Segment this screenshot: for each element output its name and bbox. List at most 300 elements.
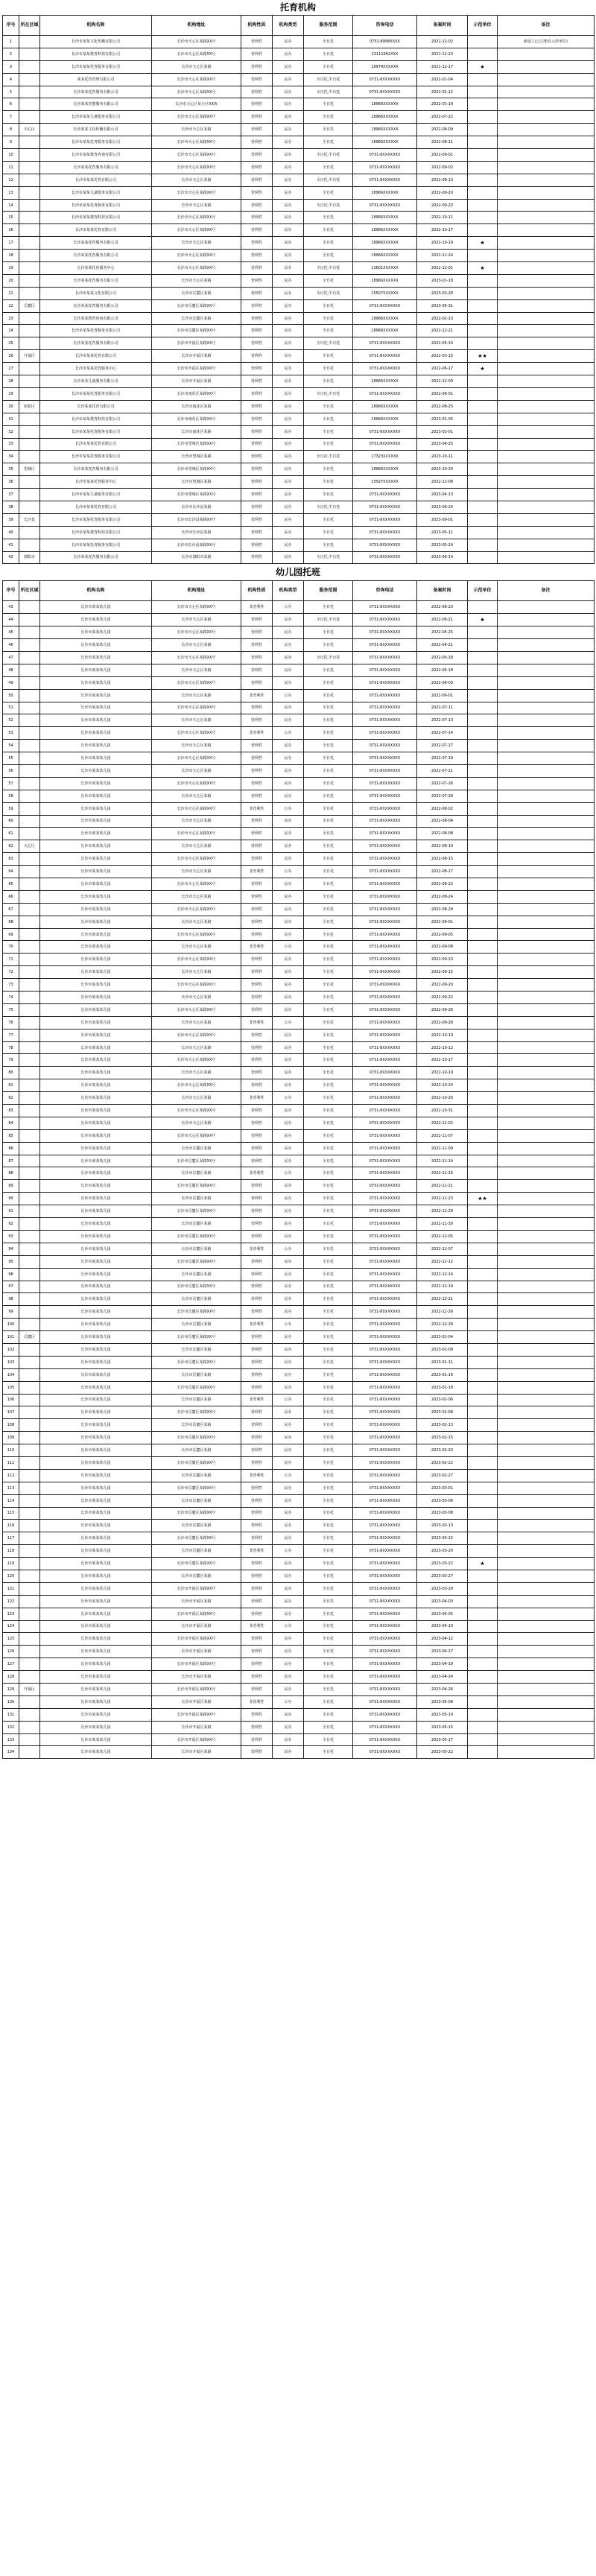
col-date: 2022-11-23 (417, 1193, 468, 1205)
col-address: 长沙市岳麓区某路 (152, 1142, 241, 1155)
col-nature: 营利性 (241, 1117, 273, 1129)
col-date: 2022-06-23 (417, 601, 468, 614)
col-nature: 营利性 (241, 878, 273, 891)
col-phone: 0731-8XXXXXXX (353, 1558, 417, 1570)
col-note (498, 1608, 595, 1620)
col-name: 长沙市某某托育服务中心 (40, 476, 152, 489)
col-demo (468, 1155, 498, 1167)
col-phone: 0731-8XXXXXXX (353, 438, 417, 451)
col-index: 54 (3, 740, 19, 752)
col-phone: 0731-8XXXXXXX (353, 916, 417, 928)
col-address: 长沙市望城区某路XX号 (152, 438, 241, 451)
col-name: 长沙市某某儿童服务有限公司 (40, 489, 152, 501)
col-type: 公办 (273, 866, 304, 878)
col-service: 全日托 (304, 1180, 353, 1193)
col-note (498, 501, 595, 513)
col-nature: 营利性 (241, 1255, 273, 1268)
col-demo (468, 1708, 498, 1721)
col-demo (468, 124, 498, 136)
col-index: 99 (3, 1306, 19, 1319)
col-type: 民办 (273, 287, 304, 299)
col-service: 全日托 (304, 1016, 353, 1029)
col-phone: 0731-8XXXXXXX (353, 1733, 417, 1746)
col-district (19, 161, 40, 174)
col-date: 2022-11-21 (417, 1180, 468, 1193)
col-service: 全日托 (304, 1105, 353, 1117)
col-index: 90 (3, 1193, 19, 1205)
col-nature: 营利性 (241, 149, 273, 162)
col-note (498, 350, 595, 363)
col-district (19, 790, 40, 802)
col-service: 全日托 (304, 1155, 353, 1167)
table-row (3, 790, 595, 802)
col-demo (468, 174, 498, 186)
col-service: 全日托 (304, 98, 353, 111)
col-district (19, 274, 40, 287)
col-note (498, 413, 595, 425)
col-date: 2023-05-17 (417, 1733, 468, 1746)
col-district (19, 1419, 40, 1432)
col-note (498, 1268, 595, 1281)
col-note (498, 764, 595, 777)
col-district (19, 1595, 40, 1608)
col-address: 长沙市天心区某路 (152, 1041, 241, 1054)
col-nature: 营利性 (241, 476, 273, 489)
col-note (498, 1281, 595, 1293)
col-phone: 0731-8XXXXXXX (353, 890, 417, 903)
col-district: 天心区 (19, 840, 40, 853)
col-phone: 0731-8XXXXXXX (353, 941, 417, 954)
col-note (498, 1432, 595, 1444)
col-note (498, 601, 595, 614)
col-date: 2022-08-15 (417, 853, 468, 866)
col-note (498, 890, 595, 903)
col-service: 全日托 (304, 1671, 353, 1684)
col-nature: 营利性 (241, 1268, 273, 1281)
col-district (19, 1368, 40, 1381)
col-district (19, 1319, 40, 1331)
col-demo (468, 149, 498, 162)
col-note (498, 1406, 595, 1419)
col-address: 长沙市岳麓区某路 (152, 1545, 241, 1558)
table-row (3, 664, 595, 676)
col-demo (468, 1733, 498, 1746)
col-district (19, 651, 40, 664)
col-note (498, 111, 595, 124)
table-row (3, 764, 595, 777)
col-nature: 营利性 (241, 1684, 273, 1696)
col-phone: 0731-8XXXXXXX (353, 1368, 417, 1381)
col-district (19, 1658, 40, 1671)
col-date: 2022-05-18 (417, 664, 468, 676)
col-nature: 营利性 (241, 1067, 273, 1079)
col-district (19, 387, 40, 400)
col-nature: 营利性 (241, 375, 273, 388)
col-nature: 营利性 (241, 790, 273, 802)
col-date: 2022-06-01 (417, 689, 468, 702)
col-index: 27 (3, 363, 19, 375)
col-index: 64 (3, 866, 19, 878)
col-service: 全日托 (304, 916, 353, 928)
col-nature: 营利性 (241, 1218, 273, 1231)
col-index: 33 (3, 438, 19, 451)
col-nature: 营利性 (241, 1595, 273, 1608)
col-address: 长沙市天心区某路 (152, 890, 241, 903)
col-name: 长沙市某某幼儿园 (40, 1658, 152, 1671)
col-service: 全日托 (304, 1003, 353, 1016)
col-demo (468, 1494, 498, 1507)
col-nature: 营利性 (241, 966, 273, 979)
col-name: 长沙市某某幼儿园 (40, 1558, 152, 1570)
col-nature: 营利性 (241, 73, 273, 86)
col-date: 2023-02-15 (417, 1432, 468, 1444)
col-district (19, 526, 40, 539)
col-name: 长沙某某托育服务有限公司 (40, 551, 152, 564)
col-type: 民办 (273, 840, 304, 853)
col-district (19, 1570, 40, 1582)
col-type: 民办 (273, 1293, 304, 1306)
col-district (19, 337, 40, 350)
col-nature: 营利性 (241, 199, 273, 212)
col-district: 望城区 (19, 463, 40, 476)
col-note (498, 1494, 595, 1507)
col-name: 某某托育管理有限公司 (40, 73, 152, 86)
col-phone: 17323XXXXXX (353, 451, 417, 463)
col-phone: 0731-8XXXXXXX (353, 1456, 417, 1469)
col-date: 2022-06-17 (417, 363, 468, 375)
table-row (3, 350, 595, 363)
col-note (498, 1721, 595, 1733)
col-note (498, 815, 595, 828)
header-col-demo: 示范单位 (468, 16, 498, 36)
col-type: 民办 (273, 463, 304, 476)
col-date: 2023-04-13 (417, 489, 468, 501)
col-name: 长沙市某某幼儿园 (40, 1494, 152, 1507)
col-date: 2022-09-20 (417, 979, 468, 992)
table-row (3, 1331, 595, 1344)
table-row (3, 1582, 595, 1595)
col-name: 长沙市某某幼儿园 (40, 1142, 152, 1155)
col-type: 公办 (273, 1092, 304, 1105)
col-phone: 0731-8XXXXXXX (353, 966, 417, 979)
col-nature: 营利性 (241, 363, 273, 375)
col-type: 民办 (273, 1281, 304, 1293)
col-address: 长沙市天心区某路XX号 (152, 1129, 241, 1142)
col-date: 2023-04-12 (417, 1633, 468, 1646)
col-nature: 非营利性 (241, 802, 273, 815)
table-row (3, 526, 595, 539)
col-address: 长沙市天心区某路XX号 (152, 727, 241, 740)
table-row (3, 86, 595, 98)
col-demo (468, 413, 498, 425)
col-nature: 营利性 (241, 1671, 273, 1684)
col-type: 民办 (273, 890, 304, 903)
col-name: 长沙市某某幼儿园 (40, 727, 152, 740)
header-col-address: 机构地址 (152, 16, 241, 36)
col-district: 开福区 (19, 1684, 40, 1696)
col-index: 34 (3, 451, 19, 463)
col-index: 112 (3, 1469, 19, 1482)
col-address: 长沙市开福区某路XX号 (152, 1633, 241, 1646)
col-note (498, 451, 595, 463)
col-service: 全日托 (304, 526, 353, 539)
col-service: 全日托 (304, 1608, 353, 1620)
col-name: 长沙市某某幼儿园 (40, 1545, 152, 1558)
table-row (3, 1293, 595, 1306)
col-type: 民办 (273, 1003, 304, 1016)
col-name: 长沙市某某幼儿园 (40, 1041, 152, 1054)
col-district (19, 375, 40, 388)
col-service: 全日托 (304, 866, 353, 878)
col-type: 民办 (273, 1218, 304, 1231)
table-row (3, 312, 595, 325)
col-note (498, 375, 595, 388)
col-service: 全日托 (304, 237, 353, 250)
col-phone: 0731-8XXXXXXX (353, 639, 417, 652)
col-address: 长沙市天心区某路XX号 (152, 702, 241, 714)
col-demo (468, 802, 498, 815)
col-nature: 营利性 (241, 916, 273, 928)
col-district (19, 363, 40, 375)
col-phone: 0731-8XXXXXXX (353, 764, 417, 777)
col-type: 民办 (273, 199, 304, 212)
col-index: 130 (3, 1695, 19, 1708)
col-index: 44 (3, 614, 19, 626)
col-demo (468, 702, 498, 714)
col-service: 全日托 (304, 513, 353, 526)
col-note (498, 1558, 595, 1570)
col-name: 长沙市某某幼儿园 (40, 916, 152, 928)
col-phone: 18966XXXXXX (353, 312, 417, 325)
col-date: 2022-10-12 (417, 1041, 468, 1054)
col-type: 民办 (273, 1306, 304, 1319)
col-district (19, 878, 40, 891)
col-district (19, 413, 40, 425)
table-row (3, 1507, 595, 1520)
col-index: 77 (3, 1029, 19, 1041)
col-date: 2023-09-01 (417, 513, 468, 526)
col-demo (468, 878, 498, 891)
col-nature: 营利性 (241, 1368, 273, 1381)
col-service: 全日托 (304, 1733, 353, 1746)
header-col-phone: 咨询电话 (353, 581, 417, 601)
col-nature: 非营利性 (241, 1092, 273, 1105)
col-type: 公办 (273, 601, 304, 614)
col-nature: 营利性 (241, 928, 273, 941)
table-row (3, 1545, 595, 1558)
col-phone: 0731-8XXXXXXX (353, 1746, 417, 1759)
col-index: 103 (3, 1356, 19, 1368)
table-row (3, 1180, 595, 1193)
table-row (3, 1193, 595, 1205)
table-row (3, 689, 595, 702)
table-row (3, 1368, 595, 1381)
col-address: 长沙市岳麓区某路 (152, 1243, 241, 1255)
col-demo (468, 1343, 498, 1356)
col-nature: 营利性 (241, 1054, 273, 1067)
col-index: 134 (3, 1746, 19, 1759)
table-row (3, 551, 595, 564)
table-row (3, 513, 595, 526)
col-demo (468, 86, 498, 98)
col-district (19, 1633, 40, 1646)
table-row (3, 73, 595, 86)
col-phone: 0731-8XXXXXXX (353, 199, 417, 212)
col-type: 民办 (273, 1255, 304, 1268)
col-service: 全日托 (304, 1117, 353, 1129)
col-name: 长沙市某某幼儿园 (40, 626, 152, 639)
col-nature: 营利性 (241, 815, 273, 828)
col-type: 民办 (273, 1117, 304, 1129)
col-nature: 营利性 (241, 1721, 273, 1733)
col-type: 民办 (273, 777, 304, 790)
col-name: 长沙市某某幼儿园 (40, 1180, 152, 1193)
col-district (19, 992, 40, 1004)
col-nature: 营利性 (241, 526, 273, 539)
col-phone: 0731-8XXXXXXX (353, 1394, 417, 1406)
col-district (19, 639, 40, 652)
col-nature: 非营利性 (241, 1016, 273, 1029)
col-service: 全日托 (304, 161, 353, 174)
col-demo (468, 1507, 498, 1520)
col-name: 长沙市某某幼儿园 (40, 1595, 152, 1608)
col-address: 长沙市天心区某路 (152, 966, 241, 979)
col-name: 长沙市某某幼儿园 (40, 1444, 152, 1457)
kindergarten-table (2, 580, 595, 1759)
col-service: 全日托 (304, 1293, 353, 1306)
col-phone: 0731-8XXXXXXX (353, 1054, 417, 1067)
col-phone: 18966XXXXXX (353, 224, 417, 237)
col-name: 长沙市某某教育科技有限公司 (40, 526, 152, 539)
col-type: 民办 (273, 111, 304, 124)
col-type: 民办 (273, 325, 304, 337)
header-col-name: 机构名称 (40, 581, 152, 601)
col-name: 长沙市某某幼儿园 (40, 1507, 152, 1520)
col-address: 长沙市天心区某路 (152, 714, 241, 727)
col-date: 2022-10-31 (417, 1105, 468, 1117)
col-address: 长沙市开福区某路XX号 (152, 1608, 241, 1620)
col-demo (468, 287, 498, 299)
col-service: 全日托 (304, 1079, 353, 1092)
col-demo (468, 1003, 498, 1016)
col-type: 民办 (273, 476, 304, 489)
col-nature: 营利性 (241, 740, 273, 752)
col-nature: 营利性 (241, 1293, 273, 1306)
col-name: 长沙市某某幼儿园 (40, 890, 152, 903)
col-demo (468, 1230, 498, 1243)
col-district (19, 802, 40, 815)
col-note (498, 186, 595, 199)
col-nature: 营利性 (241, 1381, 273, 1394)
table-row (3, 1281, 595, 1293)
col-name: 长沙市某某托育服务有限公司 (40, 325, 152, 337)
col-demo (468, 387, 498, 400)
col-phone: 0731-8XXXXXXX (353, 992, 417, 1004)
col-address: 长沙市天心区某路 (152, 1067, 241, 1079)
col-type: 民办 (273, 451, 304, 463)
table-row (3, 539, 595, 551)
col-demo (468, 212, 498, 224)
col-demo (468, 676, 498, 689)
col-index: 131 (3, 1708, 19, 1721)
col-demo (468, 551, 498, 564)
col-demo (468, 601, 498, 614)
col-type: 民办 (273, 1029, 304, 1041)
col-nature: 营利性 (241, 262, 273, 275)
col-service: 全日托 (304, 1469, 353, 1482)
col-date: 2022-01-12 (417, 86, 468, 98)
col-note (498, 98, 595, 111)
table-row (3, 1444, 595, 1457)
col-phone: 0731-8XXXXXXX (353, 1205, 417, 1218)
col-service: 全日托 (304, 676, 353, 689)
col-date: 2022-12-05 (417, 1230, 468, 1243)
col-name: 长沙市某某幼儿园 (40, 1432, 152, 1444)
col-address: 长沙市天心区某路XX号 (152, 601, 241, 614)
table-row (3, 815, 595, 828)
col-service: 全日托 (304, 1532, 353, 1545)
col-note (498, 1582, 595, 1595)
table-row (3, 1494, 595, 1507)
col-date: 2022-10-24 (417, 1079, 468, 1092)
col-district (19, 1582, 40, 1595)
col-type: 民办 (273, 250, 304, 262)
col-index: 120 (3, 1570, 19, 1582)
col-address: 长沙市岳麓区某路XX号 (152, 1255, 241, 1268)
table-row (3, 1079, 595, 1092)
col-type: 民办 (273, 539, 304, 551)
col-note (498, 299, 595, 312)
col-district (19, 1456, 40, 1469)
col-address: 长沙市开福区某路 (152, 1721, 241, 1733)
table-row (3, 451, 595, 463)
col-nature: 营利性 (241, 664, 273, 676)
col-type: 民办 (273, 764, 304, 777)
col-name: 长沙某某托育服务有限公司 (40, 250, 152, 262)
col-date: 2022-09-26 (417, 1003, 468, 1016)
col-note (498, 325, 595, 337)
col-phone: 0731-8XXXXXXX (353, 174, 417, 186)
col-district (19, 186, 40, 199)
col-index: 74 (3, 992, 19, 1004)
col-phone: 0731-8XXXXXXX (353, 539, 417, 551)
col-district: 长沙县 (19, 513, 40, 526)
col-index: 97 (3, 1281, 19, 1293)
col-date: 2023-04-17 (417, 1646, 468, 1658)
col-date: 2023-04-24 (417, 1671, 468, 1684)
col-phone: 0731-8XXXXXXX (353, 1230, 417, 1243)
col-name: 长沙市某某幼儿园 (40, 702, 152, 714)
table-row (3, 954, 595, 966)
col-date: 2022-09-23 (417, 199, 468, 212)
col-nature: 营利性 (241, 1155, 273, 1167)
col-nature: 非营利性 (241, 1620, 273, 1633)
col-service: 全日托 (304, 1281, 353, 1293)
col-service: 全日托 (304, 489, 353, 501)
col-service: 全日托 (304, 425, 353, 438)
col-address: 长沙市岳麓区某路 (152, 1419, 241, 1432)
col-service: 全日托 (304, 36, 353, 48)
col-nature: 营利性 (241, 1558, 273, 1570)
col-district (19, 476, 40, 489)
col-demo (468, 1633, 498, 1646)
col-date: 2022-12-09 (417, 375, 468, 388)
col-note (498, 1003, 595, 1016)
col-name: 长沙某某托育服务有限公司 (40, 274, 152, 287)
col-type: 民办 (273, 1054, 304, 1067)
col-address: 长沙市开福区某路 (152, 1595, 241, 1608)
col-service: 全日托 (304, 350, 353, 363)
